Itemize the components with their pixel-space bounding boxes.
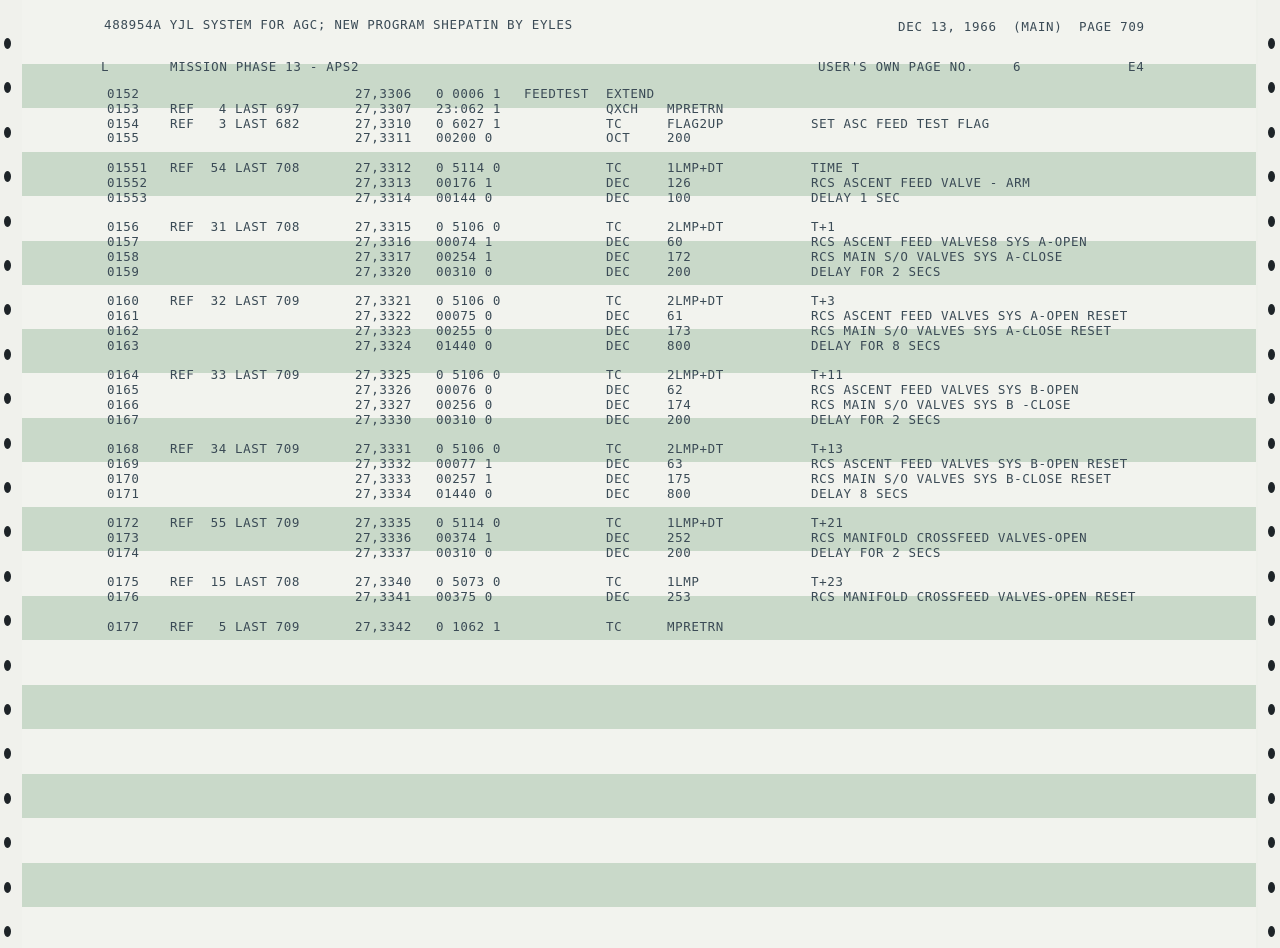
comment: DELAY FOR 2 SECS <box>811 545 942 560</box>
tractor-hole <box>4 615 11 626</box>
octal-word: 00077 1 <box>436 456 493 471</box>
address: 27,3340 <box>355 574 412 589</box>
tractor-hole <box>1268 216 1275 227</box>
tractor-hole <box>1268 793 1275 804</box>
tractor-hole <box>4 748 11 759</box>
line-number: 0157 <box>107 234 140 249</box>
operand: 63 <box>667 456 684 471</box>
comment: DELAY FOR 2 SECS <box>811 412 942 427</box>
tractor-hole <box>1268 660 1275 671</box>
comment: RCS MAIN S/O VALVES SYS B-CLOSE RESET <box>811 471 1112 486</box>
line-number: 0158 <box>107 249 140 264</box>
line-number: 0160 <box>107 293 140 308</box>
operand: 200 <box>667 130 692 145</box>
octal-word: 0 5114 0 <box>436 515 502 530</box>
opcode: DEC <box>606 397 631 412</box>
tractor-hole <box>4 38 11 49</box>
tractor-hole <box>1268 882 1275 893</box>
comment: RCS MAIN S/O VALVES SYS A-CLOSE <box>811 249 1063 264</box>
operand: 61 <box>667 308 684 323</box>
octal-word: 0 6027 1 <box>436 116 502 131</box>
ref-column: REF 55 LAST 709 <box>170 515 301 530</box>
opcode: DEC <box>606 545 631 560</box>
comment: TIME T <box>811 160 860 175</box>
address: 27,3310 <box>355 116 412 131</box>
line-number: 01552 <box>107 175 148 190</box>
comment: RCS MAIN S/O VALVES SYS A-CLOSE RESET <box>811 323 1112 338</box>
opcode: TC <box>606 619 623 634</box>
tractor-hole <box>4 704 11 715</box>
comment: T+1 <box>811 219 836 234</box>
opcode: TC <box>606 515 623 530</box>
comment: DELAY 1 SEC <box>811 190 901 205</box>
opcode: TC <box>606 219 623 234</box>
octal-word: 00076 0 <box>436 382 493 397</box>
tractor-hole <box>1268 38 1275 49</box>
address: 27,3313 <box>355 175 412 190</box>
comment: T+11 <box>811 367 844 382</box>
tractor-hole <box>1268 482 1275 493</box>
comment: RCS ASCENT FEED VALVES SYS B-OPEN RESET <box>811 456 1128 471</box>
octal-word: 23:062 1 <box>436 101 502 116</box>
opcode: DEC <box>606 190 631 205</box>
ref-column: REF 54 LAST 708 <box>170 160 301 175</box>
tractor-hole <box>4 926 11 937</box>
opcode: DEC <box>606 456 631 471</box>
tractor-hole <box>1268 926 1275 937</box>
subheader-marker: L <box>101 59 110 74</box>
comment: T+23 <box>811 574 844 589</box>
tractor-hole <box>1268 393 1275 404</box>
page-code: E4 <box>1128 59 1145 74</box>
ref-column: REF 34 LAST 709 <box>170 441 301 456</box>
users-page-label: USER'S OWN PAGE NO. <box>818 59 975 74</box>
operand: 200 <box>667 545 692 560</box>
opcode: DEC <box>606 382 631 397</box>
tractor-hole <box>4 304 11 315</box>
operand: 126 <box>667 175 692 190</box>
opcode: DEC <box>606 486 631 501</box>
address: 27,3314 <box>355 190 412 205</box>
tractor-hole <box>4 438 11 449</box>
octal-word: 0 5106 0 <box>436 293 502 308</box>
line-number: 0170 <box>107 471 140 486</box>
operand: 252 <box>667 530 692 545</box>
tractor-hole <box>1268 349 1275 360</box>
line-number: 0171 <box>107 486 140 501</box>
operand: 2LMP+DT <box>667 367 724 382</box>
green-band <box>22 863 1256 907</box>
comment: T+3 <box>811 293 836 308</box>
address: 27,3342 <box>355 619 412 634</box>
line-number: 0174 <box>107 545 140 560</box>
line-number: 0161 <box>107 308 140 323</box>
line-number: 0156 <box>107 219 140 234</box>
opcode: DEC <box>606 175 631 190</box>
tractor-hole <box>1268 171 1275 182</box>
octal-word: 00310 0 <box>436 545 493 560</box>
address: 27,3327 <box>355 397 412 412</box>
tractor-hole <box>1268 82 1275 93</box>
opcode: DEC <box>606 530 631 545</box>
comment: T+13 <box>811 441 844 456</box>
octal-word: 00200 0 <box>436 130 493 145</box>
tractor-hole <box>1268 526 1275 537</box>
octal-word: 0 5106 0 <box>436 367 502 382</box>
comment: T+21 <box>811 515 844 530</box>
operand: MPRETRN <box>667 619 724 634</box>
address: 27,3335 <box>355 515 412 530</box>
octal-word: 0 5114 0 <box>436 160 502 175</box>
tractor-hole <box>1268 438 1275 449</box>
opcode: DEC <box>606 308 631 323</box>
address: 27,3311 <box>355 130 412 145</box>
line-number: 0163 <box>107 338 140 353</box>
octal-word: 00075 0 <box>436 308 493 323</box>
address: 27,3317 <box>355 249 412 264</box>
octal-word: 00255 0 <box>436 323 493 338</box>
opcode: TC <box>606 441 623 456</box>
operand: 175 <box>667 471 692 486</box>
ref-column: REF 4 LAST 697 <box>170 101 301 116</box>
comment: RCS MANIFOLD CROSSFEED VALVES-OPEN RESET <box>811 589 1137 604</box>
tractor-hole <box>1268 571 1275 582</box>
address: 27,3315 <box>355 219 412 234</box>
opcode: TC <box>606 293 623 308</box>
address: 27,3333 <box>355 471 412 486</box>
line-number: 01553 <box>107 190 148 205</box>
tractor-hole <box>4 793 11 804</box>
opcode: DEC <box>606 412 631 427</box>
address: 27,3330 <box>355 412 412 427</box>
operand: 800 <box>667 338 692 353</box>
label: FEEDTEST <box>524 86 590 101</box>
opcode: QXCH <box>606 101 639 116</box>
tractor-hole <box>4 216 11 227</box>
tractor-hole <box>1268 127 1275 138</box>
ref-column: REF 3 LAST 682 <box>170 116 301 131</box>
operand: 1LMP+DT <box>667 515 724 530</box>
address: 27,3321 <box>355 293 412 308</box>
line-number: 0165 <box>107 382 140 397</box>
address: 27,3332 <box>355 456 412 471</box>
operand: 172 <box>667 249 692 264</box>
opcode: TC <box>606 574 623 589</box>
comment: RCS ASCENT FEED VALVES8 SYS A-OPEN <box>811 234 1088 249</box>
tractor-hole <box>1268 704 1275 715</box>
green-band <box>22 685 1256 729</box>
opcode: TC <box>606 367 623 382</box>
line-number: 0172 <box>107 515 140 530</box>
address: 27,3337 <box>355 545 412 560</box>
operand: 2LMP+DT <box>667 219 724 234</box>
tractor-hole <box>4 393 11 404</box>
opcode: DEC <box>606 323 631 338</box>
line-number: 0169 <box>107 456 140 471</box>
address: 27,3324 <box>355 338 412 353</box>
left-tractor-margin <box>0 0 22 948</box>
octal-word: 0 1062 1 <box>436 619 502 634</box>
tractor-hole <box>1268 615 1275 626</box>
opcode: TC <box>606 116 623 131</box>
octal-word: 00254 1 <box>436 249 493 264</box>
opcode: DEC <box>606 264 631 279</box>
tractor-hole <box>4 837 11 848</box>
comment: DELAY FOR 2 SECS <box>811 264 942 279</box>
octal-word: 00375 0 <box>436 589 493 604</box>
octal-word: 00256 0 <box>436 397 493 412</box>
line-number: 0153 <box>107 101 140 116</box>
operand: 200 <box>667 412 692 427</box>
comment: SET ASC FEED TEST FLAG <box>811 116 990 131</box>
line-number: 0177 <box>107 619 140 634</box>
address: 27,3326 <box>355 382 412 397</box>
opcode: DEC <box>606 249 631 264</box>
tractor-hole <box>4 171 11 182</box>
operand: 1LMP <box>667 574 700 589</box>
tractor-hole <box>1268 304 1275 315</box>
opcode: DEC <box>606 471 631 486</box>
octal-word: 00176 1 <box>436 175 493 190</box>
octal-word: 0 5106 0 <box>436 219 502 234</box>
line-number: 0175 <box>107 574 140 589</box>
comment: RCS MANIFOLD CROSSFEED VALVES-OPEN <box>811 530 1088 545</box>
line-number: 0162 <box>107 323 140 338</box>
line-number: 01551 <box>107 160 148 175</box>
address: 27,3306 <box>355 86 412 101</box>
operand: 1LMP+DT <box>667 160 724 175</box>
operand: 253 <box>667 589 692 604</box>
octal-word: 01440 0 <box>436 486 493 501</box>
address: 27,3322 <box>355 308 412 323</box>
tractor-hole <box>4 571 11 582</box>
header-date-page: DEC 13, 1966 (MAIN) PAGE 709 <box>898 19 1145 34</box>
address: 27,3331 <box>355 441 412 456</box>
tractor-hole <box>1268 748 1275 759</box>
tractor-hole <box>4 82 11 93</box>
mission-phase: MISSION PHASE 13 - APS2 <box>170 59 360 74</box>
operand: 800 <box>667 486 692 501</box>
header-title: 488954A YJL SYSTEM FOR AGC; NEW PROGRAM SHEPATIN BY EYLES <box>104 17 573 32</box>
tractor-hole <box>1268 260 1275 271</box>
comment: DELAY FOR 8 SECS <box>811 338 942 353</box>
operand: 174 <box>667 397 692 412</box>
line-number: 0167 <box>107 412 140 427</box>
octal-word: 0 0006 1 <box>436 86 502 101</box>
opcode: DEC <box>606 338 631 353</box>
address: 27,3312 <box>355 160 412 175</box>
ref-column: REF 32 LAST 709 <box>170 293 301 308</box>
operand: 173 <box>667 323 692 338</box>
address: 27,3325 <box>355 367 412 382</box>
opcode: TC <box>606 160 623 175</box>
address: 27,3334 <box>355 486 412 501</box>
tractor-hole <box>4 526 11 537</box>
octal-word: 00144 0 <box>436 190 493 205</box>
operand: 100 <box>667 190 692 205</box>
ref-column: REF 33 LAST 709 <box>170 367 301 382</box>
green-band <box>22 774 1256 818</box>
line-number: 0168 <box>107 441 140 456</box>
opcode: DEC <box>606 234 631 249</box>
operand: 2LMP+DT <box>667 293 724 308</box>
line-number: 0155 <box>107 130 140 145</box>
address: 27,3336 <box>355 530 412 545</box>
comment: RCS ASCENT FEED VALVE - ARM <box>811 175 1031 190</box>
line-number: 0159 <box>107 264 140 279</box>
line-number: 0166 <box>107 397 140 412</box>
users-page-number: 6 <box>1013 59 1022 74</box>
comment: DELAY 8 SECS <box>811 486 909 501</box>
octal-word: 00074 1 <box>436 234 493 249</box>
line-number: 0154 <box>107 116 140 131</box>
comment: RCS ASCENT FEED VALVES SYS B-OPEN <box>811 382 1080 397</box>
opcode: DEC <box>606 589 631 604</box>
tractor-hole <box>4 127 11 138</box>
tractor-hole <box>4 260 11 271</box>
operand: 2LMP+DT <box>667 441 724 456</box>
address: 27,3341 <box>355 589 412 604</box>
address: 27,3316 <box>355 234 412 249</box>
comment: RCS ASCENT FEED VALVES SYS A-OPEN RESET <box>811 308 1128 323</box>
right-tractor-margin <box>1258 0 1280 948</box>
ref-column: REF 5 LAST 709 <box>170 619 301 634</box>
line-number: 0173 <box>107 530 140 545</box>
opcode: EXTEND <box>606 86 655 101</box>
octal-word: 0 5106 0 <box>436 441 502 456</box>
address: 27,3320 <box>355 264 412 279</box>
tractor-hole <box>4 349 11 360</box>
octal-word: 00257 1 <box>436 471 493 486</box>
opcode: OCT <box>606 130 631 145</box>
operand: 62 <box>667 382 684 397</box>
address: 27,3323 <box>355 323 412 338</box>
tractor-hole <box>4 882 11 893</box>
line-number: 0164 <box>107 367 140 382</box>
tractor-hole <box>4 482 11 493</box>
line-number: 0152 <box>107 86 140 101</box>
address: 27,3307 <box>355 101 412 116</box>
ref-column: REF 31 LAST 708 <box>170 219 301 234</box>
octal-word: 01440 0 <box>436 338 493 353</box>
operand: FLAG2UP <box>667 116 724 131</box>
octal-word: 00310 0 <box>436 264 493 279</box>
tractor-hole <box>4 660 11 671</box>
octal-word: 00374 1 <box>436 530 493 545</box>
comment: RCS MAIN S/O VALVES SYS B -CLOSE <box>811 397 1072 412</box>
operand: 200 <box>667 264 692 279</box>
operand: 60 <box>667 234 684 249</box>
octal-word: 0 5073 0 <box>436 574 502 589</box>
tractor-hole <box>1268 837 1275 848</box>
line-number: 0176 <box>107 589 140 604</box>
octal-word: 00310 0 <box>436 412 493 427</box>
operand: MPRETRN <box>667 101 724 116</box>
ref-column: REF 15 LAST 708 <box>170 574 301 589</box>
